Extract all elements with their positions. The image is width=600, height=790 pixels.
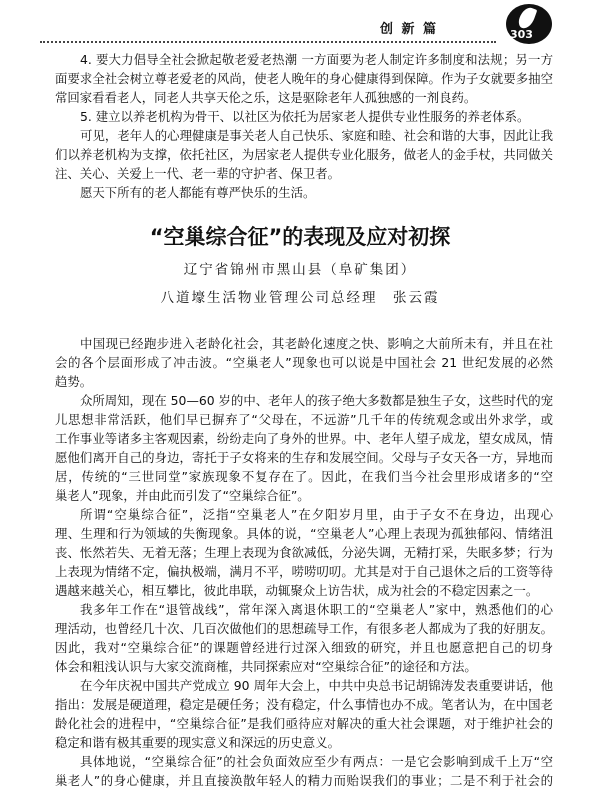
paragraph — [55, 107, 553, 126]
author-affiliation: 辽宁省锦州市黑山县（阜矿集团） — [183, 262, 417, 278]
previous-article-ending — [55, 50, 553, 202]
text-line: 在今年庆祝中国共产党成立 90 周年大会上，中共中央总书记胡锦涛发表重要讲话，他 — [80, 678, 553, 693]
text-line: 遇越来越关心，相互攀比，彼此串联，动辄聚众上访告状，成为社会的不稳定因素之一。 — [55, 583, 539, 598]
text-line: 理、生理和行为领域的失衡现象。具体的说，“空巢老人”心理上表现为孤独郁闷、情绪沮 — [55, 526, 553, 541]
text-line: 中国现已经跑步进入老龄化社会，其老龄化速度之快、影响之大前所未有，并且在社 — [80, 336, 553, 351]
paragraph — [55, 752, 553, 790]
text-line: 因此，我对“空巢综合征”的课题曾经进行过深入细致的研究，并且也愿意把自己的切身 — [55, 640, 553, 655]
text-line: 愿他们离开自己的身边，寄托于子女将来的生存和发展空间。父母与子女天各一方，异地而 — [55, 450, 553, 465]
paragraph — [55, 505, 553, 600]
paragraph — [55, 676, 553, 752]
text-line: 5. 建立以养老机构为骨干、以社区为依托为居家老人提供专业性服务的养老体系。 — [80, 109, 530, 124]
text-line: 注、关心、关爱上一代、老一辈的守护者、保卫者。 — [55, 166, 340, 181]
text-line: 工作事业等诸多主客观因素，纷纷走向了身外的世界。中、老年人望子成龙，望女成凤，情 — [55, 431, 553, 446]
text-line: 可见，老年人的心理健康是事关老人自己快乐、家庭和睦、社会和谐的大事，因此让我 — [80, 128, 553, 143]
text-line: 具体地说，“空巢综合征”的社会负面效应至少有两点：一是它会影响到成千上万“空 — [80, 754, 553, 769]
paragraph — [55, 50, 553, 107]
flame-icon — [517, 5, 538, 30]
text-line: 体会和粗浅认识与大家交流商榷，共同探索应对“空巢综合征”的途径和方法。 — [55, 659, 477, 674]
section-label: 创 新 篇 — [380, 22, 439, 37]
article-title: “空巢综合征”的表现及应对初探 — [149, 225, 451, 249]
text-line: 众所周知，现在 50—60 岁的中、老年人的孩子绝大多数都是独生子女，这些时代的宠 — [80, 393, 554, 408]
page-number: 303 — [510, 28, 533, 41]
article-body — [55, 334, 553, 790]
text-line: 儿思想非常活跃，他们早已摒弃了“父母在，不远游”几千年的传统观念或出外求学，或 — [55, 412, 553, 427]
text-line: 面要求全社会树立尊老爱老的风尚，使老人晚年的身心健康得到保障。作为子女就要多抽空 — [55, 71, 553, 86]
text-line: 居，传统的“三世同堂”家族现象不复存在了。因此，在我们当今社会里形成诸多的“空 — [55, 469, 553, 484]
text-line: 巢老人”现象，并由此而引发了“空巢综合征”。 — [55, 488, 310, 503]
text-line: 理活动，也曾经几十次、几百次做他们的思想疏导工作，有很多老人都成为了我的好朋友。 — [55, 621, 553, 636]
paragraph — [55, 600, 553, 676]
text-line: 上表现为情绪不定，偏执极端，满月不平，唠唠叨叨。尤其是对于自己退休之后的工资等待 — [55, 564, 553, 579]
text-line: 会的各个层面形成了冲击波。“空巢老人”现象也可以说是中国社会 21 世纪发展的必然 — [55, 355, 553, 370]
text-line: 龄化社会的进程中，“空巢综合征”是我们亟待应对解决的重大社会课题，对于维护社会的 — [55, 716, 553, 731]
text-line: 巢老人”的身心健康，并且直接涣散年轻人的精力而贻误我们的事业；二是不利于社会的 — [55, 773, 553, 788]
paragraph — [55, 126, 553, 183]
text-line: 趋势。 — [55, 374, 93, 389]
paragraph — [55, 334, 553, 391]
header-divider — [40, 41, 496, 43]
text-line: 所谓“空巢综合征”，泛指“空巢老人”在夕阳岁月里，由于子女不在身边，出现心 — [80, 507, 553, 522]
text-line: 4. 要大力倡导全社会掀起敬老爱老热潮 一方面要为老人制定许多制度和法规；另一方 — [80, 52, 553, 67]
text-line: 我多年工作在“退管战线”，常年深入离退休职工的“空巢老人”家中，熟悉他们的心 — [80, 602, 553, 617]
page-logo-badge — [506, 4, 552, 44]
author-line: 八道壕生活物业管理公司总经理 张云霞 — [160, 290, 440, 306]
text-line: 指出：发展是硬道理，稳定是硬任务；没有稳定，什么事情也办不成。笔者认为，在中国老 — [55, 697, 553, 712]
text-line: 稳定和谐有极其重要的现实意义和深远的历史意义。 — [55, 735, 340, 750]
paragraph — [55, 183, 553, 202]
text-line: 丧、怅然若失、无着无落；生理上表现为食欲减低，分泌失调，无精打采，失眠多梦；行为 — [55, 545, 553, 560]
text-line: 常回家看看老人，同老人共享天伦之乐，这是驱除老年人孤独感的一剂良药。 — [55, 90, 477, 105]
text-line: 们以养老机构为支撑，依托社区，为居家老人提供专业化服务，做老人的金手杖，共同做关 — [55, 147, 553, 162]
paragraph — [55, 391, 553, 505]
text-line: 愿天下所有的老人都能有尊严快乐的生活。 — [80, 185, 316, 200]
